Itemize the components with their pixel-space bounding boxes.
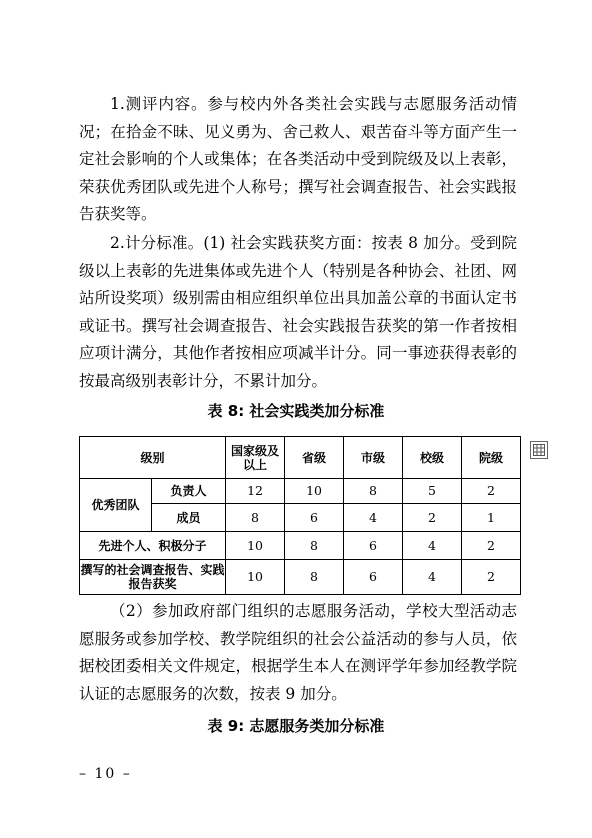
row-group-team: 优秀团队 xyxy=(80,479,152,532)
header-national: 国家级及以上 xyxy=(226,437,285,479)
cell: 8 xyxy=(285,532,344,560)
cell: 10 xyxy=(226,560,285,595)
cell: 5 xyxy=(403,479,462,504)
cell: 6 xyxy=(285,504,344,532)
page-number: – 10 – xyxy=(79,766,132,782)
cell: 1 xyxy=(462,504,521,532)
table8-caption: 表 8: 社会实践类加分标准 xyxy=(207,402,385,420)
cell: 8 xyxy=(285,560,344,595)
cell: 4 xyxy=(344,504,403,532)
paragraph-scoring-standard: 2.计分标准。(1) 社会实践获奖方面：按表 8 加分。受到院级以上表彰的先进集体或先进个人（特别是各种协会、社团、网站所设奖项）级别需由相应组织单位出具加盖公章的书面认定书或证书。撰写社会调查报告、社会实践报告获奖的第一作者按相应项计满分，其他作者按相应项减半计分。同一事迹获得表彰的按最高级别表彰计分，不累计加分。 xyxy=(79,234,517,390)
table-tool-icon[interactable] xyxy=(530,441,548,459)
header-city: 市级 xyxy=(344,437,403,479)
cell: 2 xyxy=(403,504,462,532)
header-level: 级别 xyxy=(80,437,226,479)
cell: 8 xyxy=(226,504,285,532)
cell: 2 xyxy=(462,479,521,504)
table9-caption: 表 9: 志愿服务类加分标准 xyxy=(207,717,385,735)
cell: 6 xyxy=(344,560,403,595)
table-row xyxy=(80,479,521,504)
table-row xyxy=(80,532,521,560)
cell: 10 xyxy=(226,532,285,560)
cell: 8 xyxy=(344,479,403,504)
row-label-report: 撰写的社会调查报告、实践报告获奖 xyxy=(80,560,226,595)
table8-social-practice xyxy=(79,436,521,595)
header-provincial: 省级 xyxy=(285,437,344,479)
table-header-row xyxy=(80,437,521,479)
cell: 2 xyxy=(462,532,521,560)
header-college: 院级 xyxy=(462,437,521,479)
cell: 2 xyxy=(462,560,521,595)
row-label-advanced: 先进个人、积极分子 xyxy=(80,532,226,560)
cell: 6 xyxy=(344,532,403,560)
paragraph-volunteer-service: （2）参加政府部门组织的志愿服务活动，学校大型活动志愿服务或参加学校、教学院组织的社会公益活动的参与人员，依据校团委相关文件规定，根据学生本人在测评学年参加经教学院认证的志愿服务的次数，按表 9 加分。 xyxy=(79,602,517,703)
cell: 4 xyxy=(403,532,462,560)
paragraph-evaluation-content: 1.测评内容。参与校内外各类社会实践与志愿服务活动情况；在拾金不昧、见义勇为、舍己救人、艰苦奋斗等方面产生一定社会影响的个人或集体；在各类活动中受到院级及以上表彰，荣获优秀团队或先进个人称号；撰写社会调查报告、社会实践报告获奖等。 xyxy=(79,95,517,224)
cell: 12 xyxy=(226,479,285,504)
row-label-leader: 负责人 xyxy=(152,479,226,504)
header-school: 校级 xyxy=(403,437,462,479)
row-label-member: 成员 xyxy=(152,504,226,532)
table-row xyxy=(80,560,521,595)
cell: 4 xyxy=(403,560,462,595)
cell: 10 xyxy=(285,479,344,504)
